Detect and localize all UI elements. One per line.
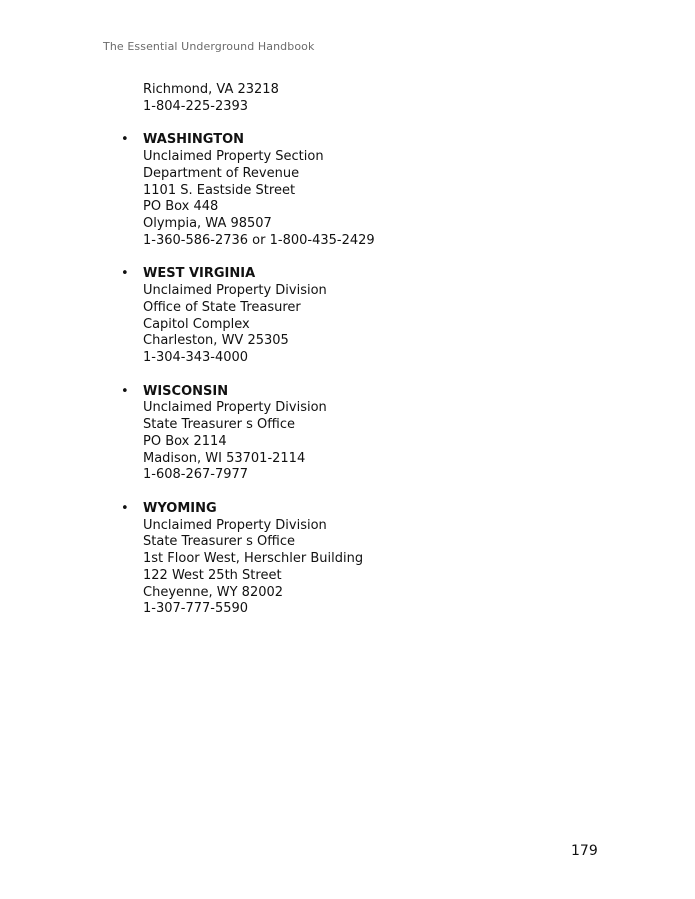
address-line: Unclaimed Property Division bbox=[143, 283, 327, 298]
address-line: Unclaimed Property Division bbox=[143, 400, 327, 416]
address-list bbox=[121, 82, 603, 618]
address-line: 1101 S. Eastside Street bbox=[143, 182, 296, 198]
address-line: Unclaimed Property Division bbox=[143, 517, 327, 533]
address-line: Capitol Complex bbox=[143, 316, 250, 332]
state-name: WISCONSIN bbox=[143, 383, 229, 399]
phone-line: 1-307-777-5590 bbox=[143, 601, 249, 617]
continuation-block bbox=[143, 82, 603, 116]
state-name: WYOMING bbox=[143, 500, 217, 516]
address-line: State Treasurer s Office bbox=[143, 417, 295, 432]
address-line: Madison, WI 53701-2114 bbox=[143, 450, 306, 466]
address-line: Charleston, WV 25305 bbox=[143, 333, 289, 349]
running-header: The Essential Underground Handbook bbox=[103, 40, 315, 53]
address-line: 1-804-225-2393 bbox=[143, 98, 249, 114]
address-line: Unclaimed Property Section bbox=[143, 149, 324, 164]
address-line: Office of State Treasurer bbox=[143, 299, 301, 315]
page-number: 179 bbox=[571, 843, 598, 859]
list-item-wisconsin bbox=[121, 383, 603, 485]
address-line: 122 West 25th Street bbox=[143, 567, 282, 583]
bullet-icon: • bbox=[121, 383, 129, 399]
phone-line: 1-304-343-4000 bbox=[143, 350, 249, 365]
phone-line: 1-608-267-7977 bbox=[143, 467, 249, 483]
address-line: PO Box 2114 bbox=[143, 433, 227, 449]
bullet-icon: • bbox=[121, 132, 129, 148]
phone-line: 1-360-586-2736 or 1-800-435-2429 bbox=[143, 232, 375, 248]
bullet-icon: • bbox=[121, 500, 129, 516]
state-name: WASHINGTON bbox=[143, 132, 245, 148]
address-line: Cheyenne, WY 82002 bbox=[143, 584, 284, 600]
address-line: Richmond, VA 23218 bbox=[143, 82, 279, 97]
list-item-wyoming bbox=[121, 500, 603, 618]
address-line: 1st Floor West, Herschler Building bbox=[143, 551, 364, 566]
address-line: Olympia, WA 98507 bbox=[143, 216, 272, 231]
address-line: PO Box 448 bbox=[143, 199, 219, 215]
list-item-west-virginia bbox=[121, 266, 603, 367]
bullet-icon: • bbox=[121, 266, 129, 282]
address-line: State Treasurer s Office bbox=[143, 534, 295, 550]
address-line: Department of Revenue bbox=[143, 165, 300, 181]
state-name: WEST VIRGINIA bbox=[143, 266, 256, 282]
list-item-washington bbox=[121, 132, 603, 249]
